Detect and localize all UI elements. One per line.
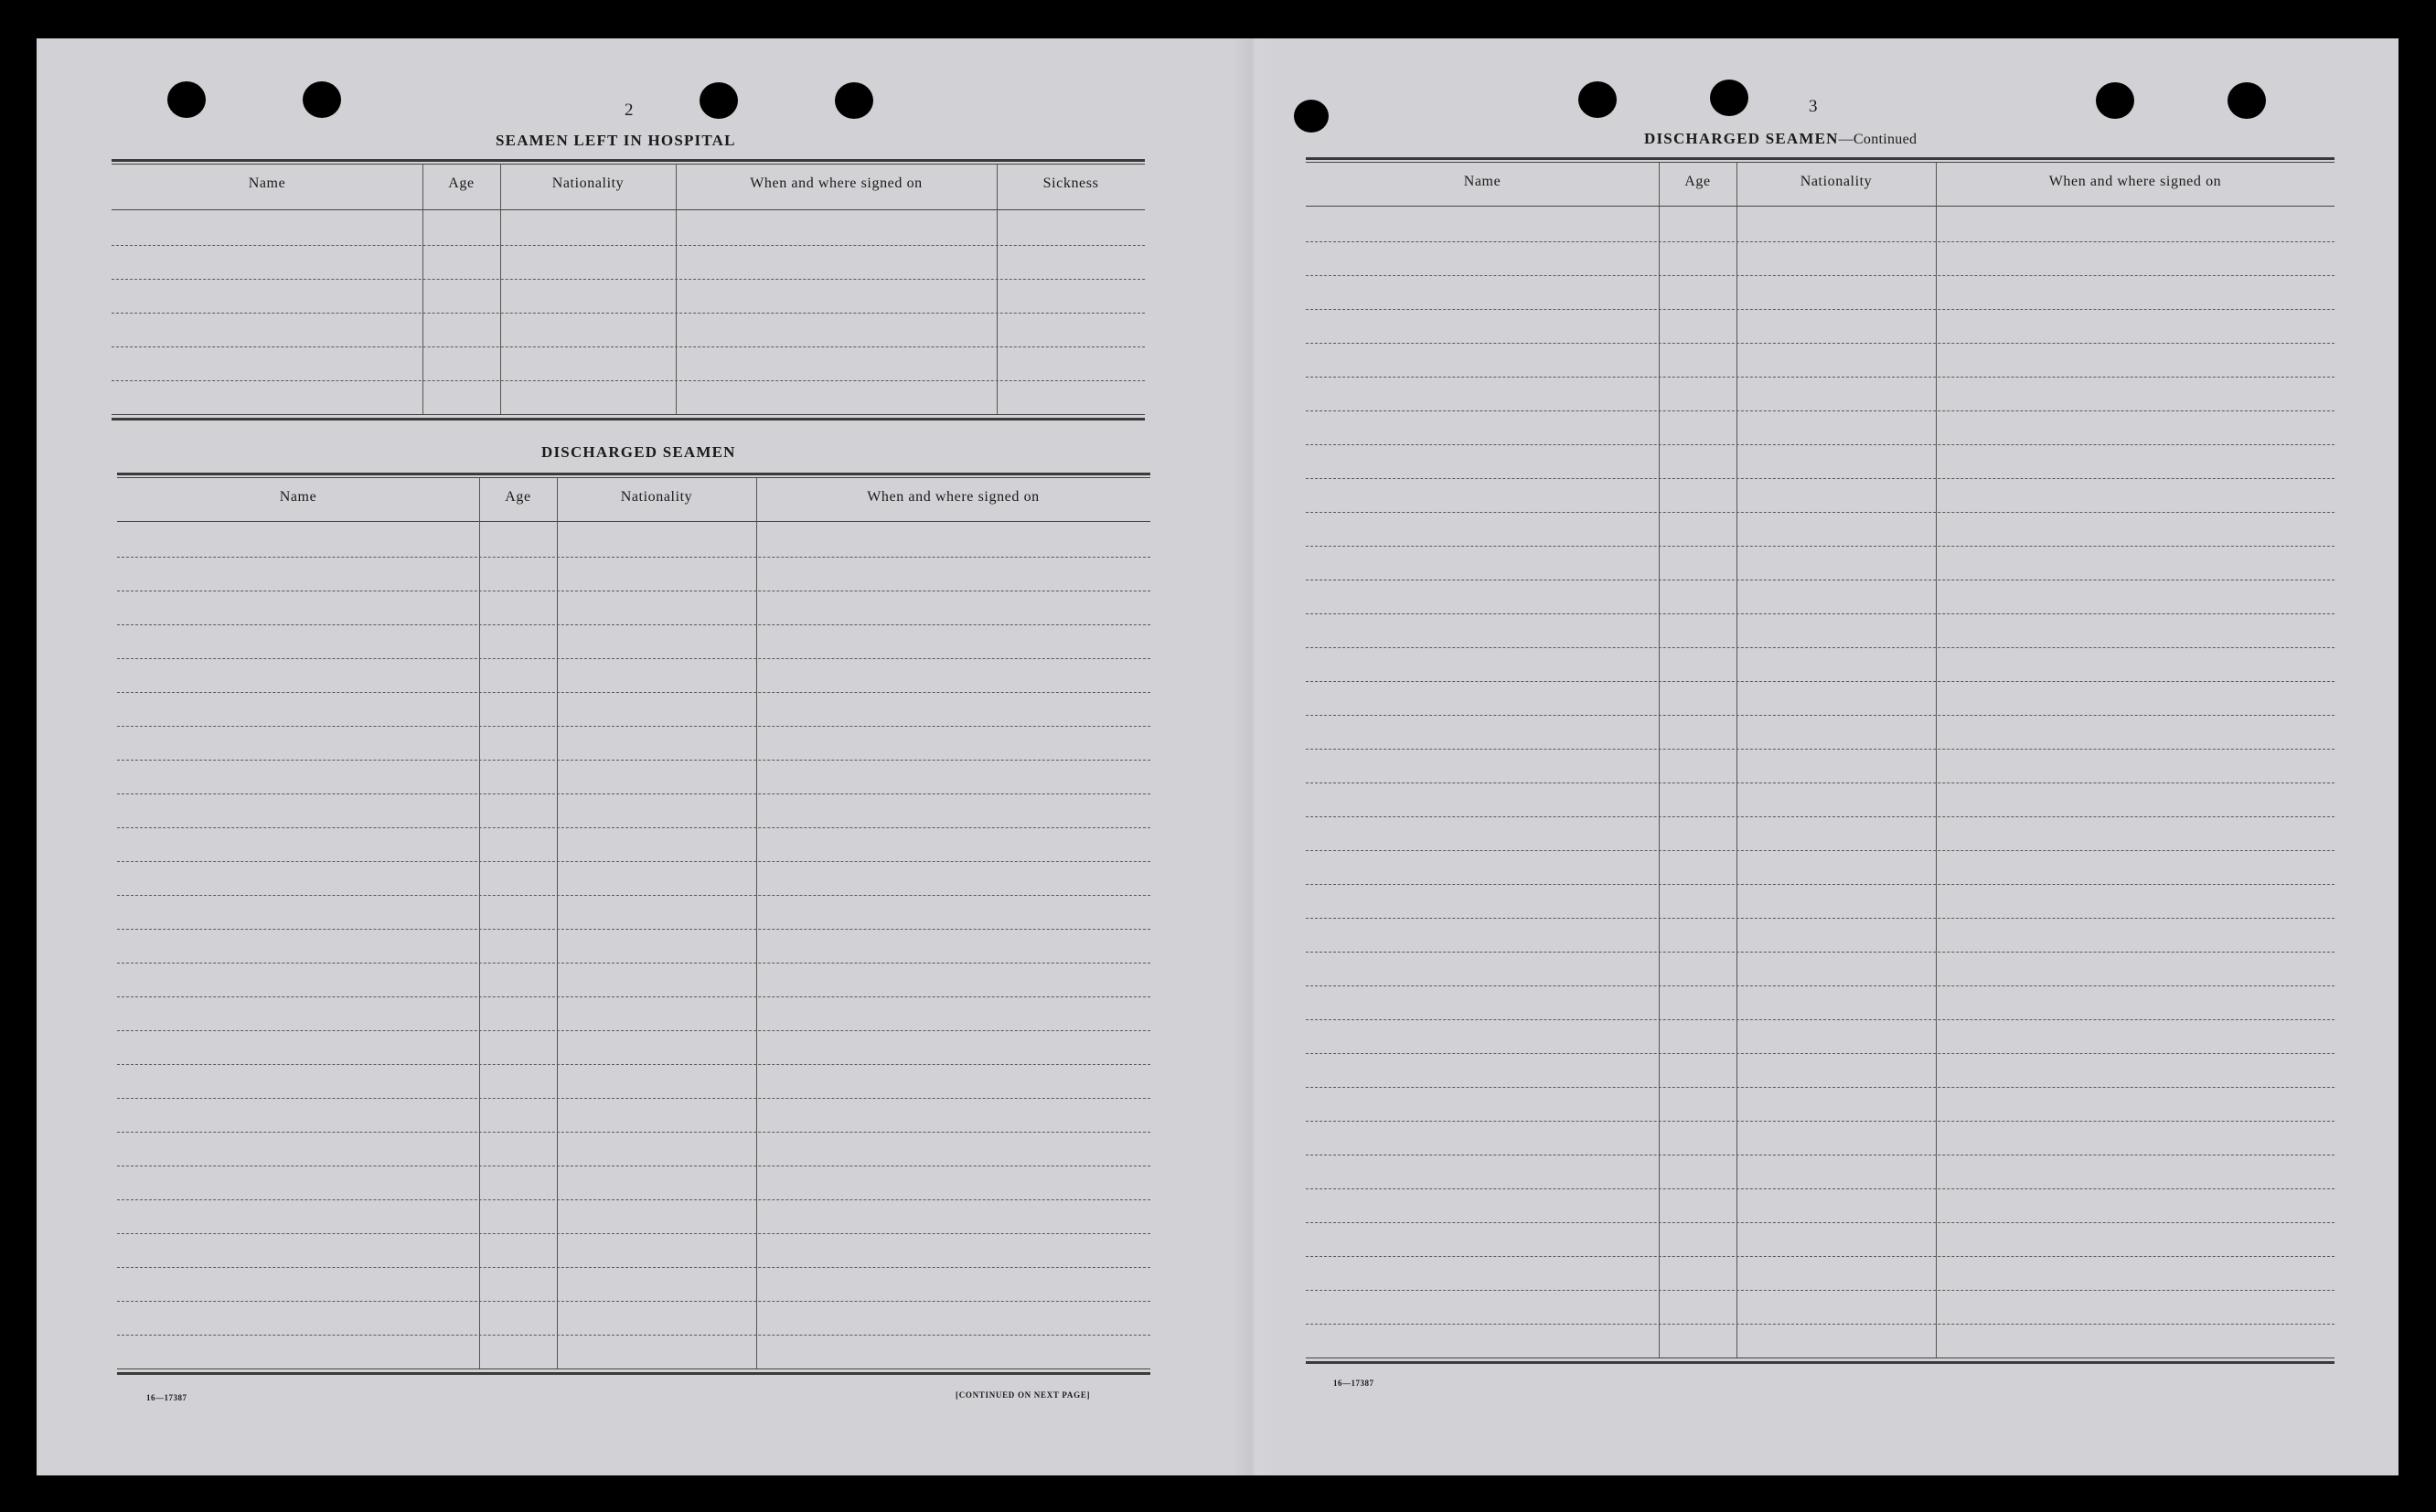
table-row (1306, 444, 2334, 445)
table-row (1306, 309, 2334, 310)
table-top-rule (112, 164, 1145, 165)
table-bottom-rule (112, 414, 1145, 415)
header-rule (117, 521, 1150, 522)
table-bottom-rule (112, 418, 1145, 421)
table-bottom-rule (117, 1372, 1150, 1375)
table-row (117, 793, 1150, 794)
table-row (1306, 546, 2334, 547)
table-row (117, 1030, 1150, 1031)
table-row (117, 658, 1150, 659)
right-discharged-title (1644, 130, 1917, 148)
table-row (1306, 1121, 2334, 1122)
column-header-when-and-where-signed-on: When and where signed on (867, 489, 1040, 505)
table-row (1306, 1222, 2334, 1223)
punch-hole (700, 82, 738, 119)
column-header-age: Age (505, 489, 531, 505)
column-header-nationality: Nationality (1800, 174, 1873, 189)
punch-hole (2096, 82, 2134, 119)
column-rule (479, 478, 480, 1368)
column-rule (557, 478, 558, 1368)
table-row (1306, 850, 2334, 851)
column-header-age: Age (448, 176, 475, 191)
table-row (117, 692, 1150, 693)
column-rule (997, 165, 998, 414)
table-row (1306, 1324, 2334, 1325)
column-rule (676, 165, 677, 414)
table-row (1306, 1053, 2334, 1054)
table-row (117, 929, 1150, 930)
table-row (117, 963, 1150, 964)
discharged-table-right (1306, 157, 2334, 1365)
column-header-nationality: Nationality (551, 176, 625, 191)
table-row (1306, 241, 2334, 242)
table-row (112, 380, 1145, 381)
right-form-number: 16—17387 (1333, 1379, 1374, 1388)
table-row (1306, 613, 2334, 614)
table-row (1306, 1256, 2334, 1257)
right-title-suffix: —Continued (1838, 132, 1918, 147)
table-row (117, 1301, 1150, 1302)
table-top-rule (117, 473, 1150, 475)
table-top-rule (117, 477, 1150, 478)
right-title-main: DISCHARGED SEAMEN (1644, 130, 1839, 147)
table-row (112, 346, 1145, 347)
table-row (1306, 1188, 2334, 1189)
continued-note: [CONTINUED ON NEXT PAGE] (956, 1390, 1091, 1400)
table-row (117, 1098, 1150, 1099)
discharged-section-title: DISCHARGED SEAMEN (541, 443, 736, 461)
table-row (117, 1132, 1150, 1133)
table-row (117, 861, 1150, 862)
column-header-when-and-where-signed-on: When and where signed on (750, 176, 923, 191)
document-sheet (37, 38, 2399, 1475)
table-row (112, 245, 1145, 246)
right-page-number: 3 (1809, 97, 1818, 116)
table-row (117, 1267, 1150, 1268)
column-rule (756, 478, 757, 1368)
punch-hole (1710, 80, 1748, 116)
table-row (1306, 410, 2334, 411)
table-row (117, 624, 1150, 625)
punch-hole (835, 82, 873, 119)
table-row (117, 895, 1150, 896)
table-bottom-rule (117, 1368, 1150, 1369)
left-page-number: 2 (625, 101, 634, 120)
column-header-age: Age (1684, 174, 1711, 189)
table-row (1306, 918, 2334, 919)
header-rule (1306, 206, 2334, 207)
column-header-sickness: Sickness (1042, 176, 1099, 191)
column-header-name: Name (1463, 174, 1501, 189)
table-row (1306, 377, 2334, 378)
table-row (117, 760, 1150, 761)
table-row (1306, 816, 2334, 817)
table-row (1306, 884, 2334, 885)
table-row (117, 557, 1150, 558)
table-row (1306, 952, 2334, 953)
table-row (112, 313, 1145, 314)
table-row (117, 1233, 1150, 1234)
table-top-rule (1306, 162, 2334, 163)
column-rule (422, 165, 423, 414)
hospital-table (112, 159, 1145, 421)
table-top-rule (112, 159, 1145, 162)
column-header-name: Name (279, 489, 317, 505)
punch-hole (303, 81, 341, 118)
column-rule (500, 165, 501, 414)
table-row (1306, 478, 2334, 479)
table-row (1306, 275, 2334, 276)
table-row (1306, 715, 2334, 716)
table-row (1306, 1290, 2334, 1291)
column-header-name: Name (248, 176, 286, 191)
punch-hole (1294, 100, 1329, 133)
column-header-nationality: Nationality (620, 489, 693, 505)
table-row (117, 726, 1150, 727)
table-row (1306, 647, 2334, 648)
punch-hole (167, 81, 206, 118)
table-row (117, 1064, 1150, 1065)
punch-hole (2228, 82, 2266, 119)
table-row (1306, 985, 2334, 986)
table-row (112, 279, 1145, 280)
column-header-when-and-where-signed-on: When and where signed on (2048, 174, 2222, 189)
left-form-number: 16—17387 (146, 1393, 187, 1402)
table-row (1306, 1087, 2334, 1088)
table-row (117, 996, 1150, 997)
table-row (117, 827, 1150, 828)
table-bottom-rule (1306, 1361, 2334, 1364)
table-row (1306, 512, 2334, 513)
table-row (1306, 343, 2334, 344)
table-row (1306, 681, 2334, 682)
punch-hole (1578, 81, 1617, 118)
hospital-section-title: SEAMEN LEFT IN HOSPITAL (496, 132, 736, 149)
page-fold (1233, 38, 1275, 1475)
table-row (117, 1335, 1150, 1336)
discharged-table-left (117, 473, 1150, 1376)
table-row (1306, 1019, 2334, 1020)
header-rule (112, 209, 1145, 210)
table-row (117, 1199, 1150, 1200)
table-top-rule (1306, 157, 2334, 160)
table-row (1306, 749, 2334, 750)
